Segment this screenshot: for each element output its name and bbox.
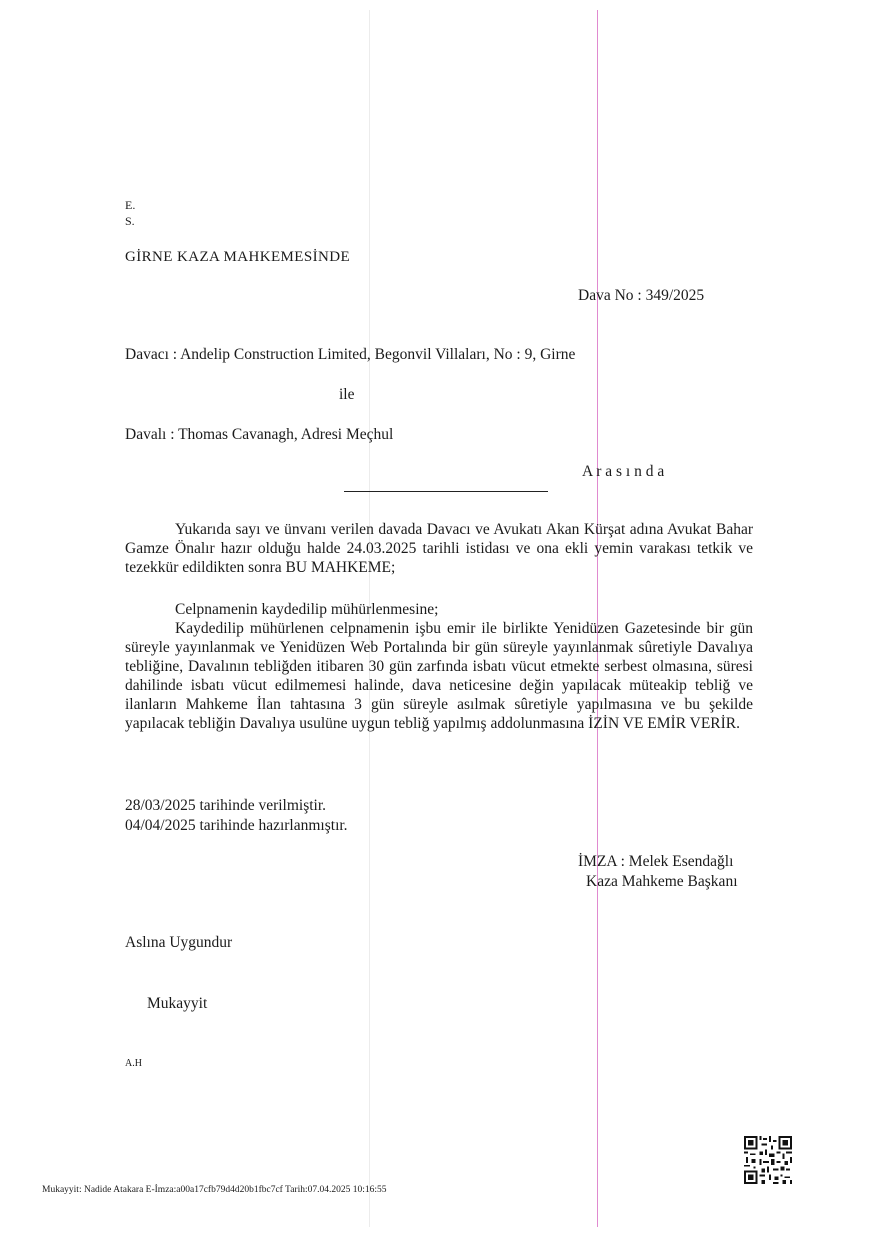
date-given: 28/03/2025 tarihinde verilmiştir. (125, 797, 327, 814)
separator-line (344, 491, 548, 492)
clerk-label: Mukayyit (147, 995, 208, 1012)
between-label: A r a s ı n d a (582, 463, 665, 480)
date-prepared: 04/04/2025 tarihinde hazırlanmıştır. (125, 817, 348, 834)
qr-code (744, 1136, 792, 1184)
footer-esignature: Mukayyit: Nadide Atakara E-İmza:a00a17cfb79d4d20b1fbc7cf Tarih:07.04.2025 10:16:55 (42, 1185, 387, 1195)
paragraph-intro (125, 520, 753, 577)
defendant: Davalı : Thomas Cavanagh, Adresi Meçhul (125, 426, 394, 443)
court-title: GİRNE KAZA MAHKEMESİNDE (125, 249, 351, 265)
paragraph-intro-text: Yukarıda sayı ve ünvanı verilen davada Davacı ve Avukatı Akan Kürşat adına Avukat Bahar Gamze Önalır hazır olduğu halde 24.03.2025 tarihli istidası ve ona ekli yemin varakası tetkik ve tezekkür edildikten sonra BU MAHKEME; (125, 521, 753, 576)
clerk-initials: A.H (125, 1058, 142, 1069)
paragraph-seal-text: Celpnamenin kaydedilip mühürlenmesine; (175, 601, 439, 618)
initial-e: E. (125, 198, 136, 212)
certified-label: Aslına Uygundur (125, 934, 233, 951)
paragraph-order (125, 619, 753, 733)
signature-name: İMZA : Melek Esendağlı (578, 853, 734, 870)
plaintiff: Davacı : Andelip Construction Limited, Begonvil Villaları, No : 9, Girne (125, 346, 576, 363)
initial-s: S. (125, 214, 135, 228)
paragraph-order-text: Kaydedilip mühürlenen celpnamenin işbu emir ile birlikte Yenidüzen Gazetesinde bir gün süreyle yayınlanmak ve Yenidüzen Web Portalında bir gün süreyle yayınlanmak sûretiyle Davalıya tebliğine, Davalının tebliğden itibaren 30 gün zarfında isbatı vücut etmekte serbest olmasına, süresi dahilinde isbatı vücut edilmemesi halinde, dava neticesine değin yapılacak müteakip tebliğ ve ilanların Mahkeme İlan tahtasına 3 gün süreyle asılmak sûretiyle yapılmasına ve bu şekilde yapılacak tebliğin Davalıya usulüne uygun tebliğ yapılmış addolunmasına İZİN VE EMİR VERİR. (125, 620, 753, 732)
conjunction: ile (339, 386, 355, 403)
signature-title: Kaza Mahkeme Başkanı (586, 873, 738, 890)
case-number: Dava No : 349/2025 (578, 287, 705, 304)
paragraph-seal (125, 600, 753, 619)
